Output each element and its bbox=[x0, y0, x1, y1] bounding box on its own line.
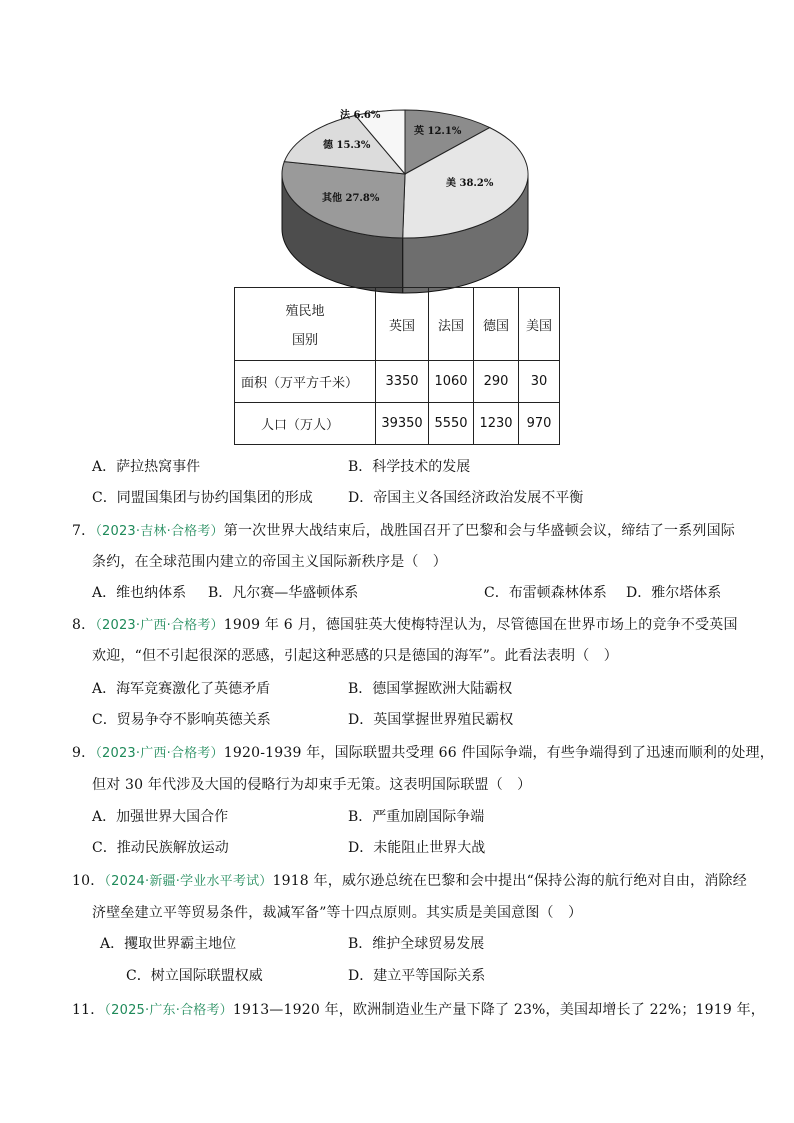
table-cell: 30 bbox=[519, 361, 560, 403]
q8-stem-line1 bbox=[72, 614, 738, 634]
header-country: 国别 bbox=[291, 333, 318, 348]
q9-option-a: A．加强世界大国合作 bbox=[92, 809, 229, 825]
pie-label-france: 法 6.6% bbox=[340, 110, 381, 121]
pie-label-usa: 美 38.2% bbox=[446, 178, 494, 189]
pie-chart-svg bbox=[278, 102, 533, 302]
q9-source-tag: （2023·广西·合格考） bbox=[95, 746, 224, 761]
table-cell: 3350 bbox=[376, 361, 429, 403]
table-header-corner bbox=[235, 288, 376, 361]
q6-option-d: D．帝国主义各国经济政治发展不平衡 bbox=[348, 490, 584, 506]
row-pop-label: 人口（万人） bbox=[235, 403, 376, 445]
colony-table bbox=[234, 287, 560, 445]
table-cell: 970 bbox=[519, 403, 560, 445]
header-colony: 殖民地 bbox=[285, 304, 325, 319]
q8-option-d: D．英国掌握世界殖民霸权 bbox=[348, 712, 514, 728]
col-usa: 美国 bbox=[519, 288, 560, 361]
q7-option-a: A．维也纳体系 bbox=[92, 585, 187, 601]
table-cell: 290 bbox=[474, 361, 519, 403]
q10-number: 10． bbox=[72, 873, 105, 889]
q9-option-d: D．未能阻止世界大战 bbox=[348, 840, 486, 856]
q11-source-tag: （2025·广东·合格考） bbox=[104, 1003, 233, 1018]
pie-label-germany: 德 15.3% bbox=[323, 140, 371, 151]
q7-stem-line2: 条约，在全球范围内建立的帝国主义国际新秩序是（ ） bbox=[92, 554, 447, 570]
q7-option-b: B．凡尔赛—华盛顿体系 bbox=[208, 585, 359, 601]
q7-source-tag: （2023·吉林·合格考） bbox=[95, 524, 224, 539]
q9-option-b: B．严重加剧国际争端 bbox=[348, 809, 485, 825]
q9-option-c: C．推动民族解放运动 bbox=[92, 840, 229, 856]
q10-option-c: C．树立国际联盟权威 bbox=[126, 968, 263, 984]
table-cell: 39350 bbox=[376, 403, 429, 445]
q6-option-b: B．科学技术的发展 bbox=[348, 459, 471, 475]
pie-chart bbox=[278, 102, 533, 302]
table-row bbox=[235, 403, 560, 445]
table-cell: 1060 bbox=[429, 361, 474, 403]
q9-stem-line2: 但对 30 年代涉及大国的侵略行为却束手无策。这表明国际联盟（ ） bbox=[92, 777, 532, 793]
q7-option-c: C．布雷顿森林体系 bbox=[484, 585, 607, 601]
row-area-label: 面积（万平方千米） bbox=[235, 361, 376, 403]
pie-label-uk: 英 12.1% bbox=[414, 126, 462, 137]
q8-option-c: C．贸易争夺不影响英德关系 bbox=[92, 712, 271, 728]
q10-option-a: A．攫取世界霸主地位 bbox=[100, 936, 237, 952]
q7-number: 7． bbox=[72, 523, 96, 539]
table-row bbox=[235, 361, 560, 403]
q8-source-tag: （2023·广西·合格考） bbox=[95, 618, 224, 633]
q9-number: 9． bbox=[72, 745, 96, 761]
q8-option-a: A．海军竞赛激化了英德矛盾 bbox=[92, 681, 271, 697]
q7-text-1: 第一次世界大战结束后，战胜国召开了巴黎和会与华盛顿会议，缔结了一系列国际 bbox=[223, 523, 735, 539]
q10-option-d: D．建立平等国际关系 bbox=[348, 968, 486, 984]
q11-stem-line1 bbox=[72, 999, 765, 1019]
q10-source-tag: （2024·新疆·学业水平考试） bbox=[104, 874, 273, 889]
q9-stem-line1 bbox=[72, 742, 774, 762]
table-cell: 1230 bbox=[474, 403, 519, 445]
q7-option-d: D．雅尔塔体系 bbox=[626, 585, 722, 601]
q7-stem-line1 bbox=[72, 520, 735, 540]
q8-number: 8． bbox=[72, 617, 96, 633]
q9-text-1: 1920-1939 年，国际联盟共受理 66 件国际争端，有些争端得到了迅速而顺利的处理， bbox=[223, 745, 774, 761]
q10-stem-line2: 济壁垒建立平等贸易条件，裁减军备”等十四点原则。其实质是美国意图（ ） bbox=[92, 905, 583, 921]
table-cell: 5550 bbox=[429, 403, 474, 445]
pie-label-other: 其他 27.8% bbox=[322, 193, 380, 204]
q10-stem-line1 bbox=[72, 870, 747, 890]
q6-option-a: A．萨拉热窝事件 bbox=[92, 459, 201, 475]
q11-number: 11． bbox=[72, 1002, 105, 1018]
q10-text-1: 1918 年，威尔逊总统在巴黎和会中提出“保持公海的航行绝对自由，消除经 bbox=[272, 873, 747, 889]
q8-stem-line2: 欢迎，“但不引起很深的恶感，引起这种恶感的只是德国的海军”。此看法表明（ ） bbox=[92, 648, 618, 664]
col-uk: 英国 bbox=[376, 288, 429, 361]
q8-option-b: B．德国掌握欧洲大陆霸权 bbox=[348, 681, 513, 697]
q8-text-1: 1909 年 6 月，德国驻英大使梅特涅认为，尽管德国在世界市场上的竞争不受英国 bbox=[223, 617, 738, 633]
q11-text-1: 1913—1920 年，欧洲制造业生产量下降了 23%，美国却增长了 22%；1919 年， bbox=[232, 1002, 765, 1018]
col-germany: 德国 bbox=[474, 288, 519, 361]
q10-option-b: B．维护全球贸易发展 bbox=[348, 936, 485, 952]
col-france: 法国 bbox=[429, 288, 474, 361]
q6-option-c: C．同盟国集团与协约国集团的形成 bbox=[92, 490, 313, 506]
